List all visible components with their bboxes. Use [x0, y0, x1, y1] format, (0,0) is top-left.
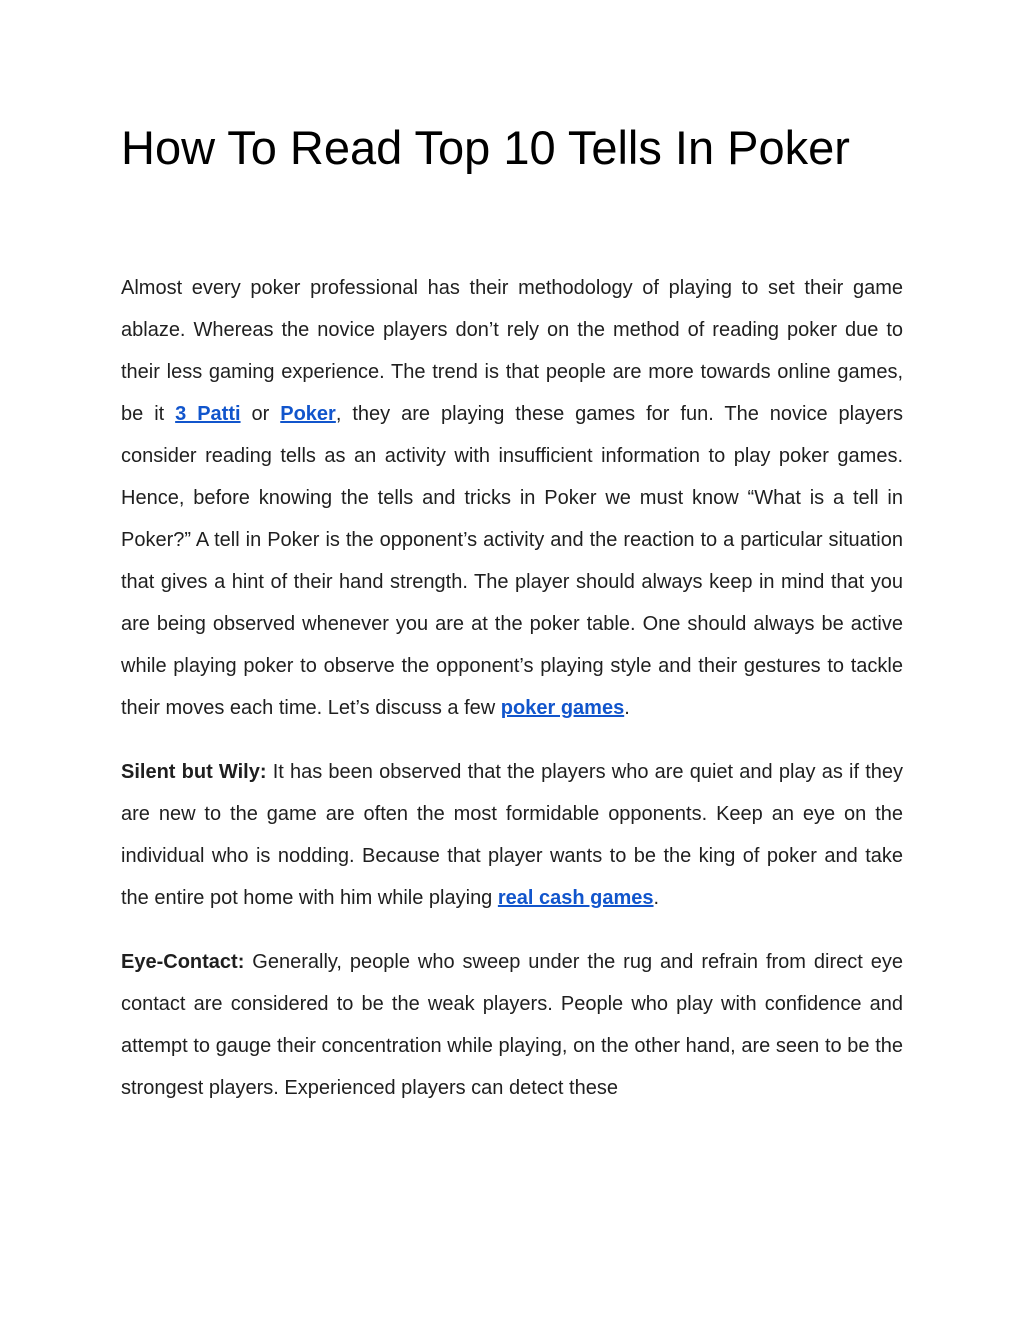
silent-text-1: It has been observed that the players who are quiet and play as if they are new to the game are often the most formidable opponents. Keep an eye on the individual who is nodding. Because that player wants to be the king of poker and take the entire pot home with him while playing [121, 761, 903, 909]
eye-contact-heading: Eye-Contact: [121, 951, 245, 973]
eye-contact-paragraph [121, 941, 903, 1109]
intro-text-3: , they are playing these games for fun. The novice players consider reading tells as an activity with insufficient information to play poker games. Hence, before knowing the tells and tricks in Poker we must know “What is a tell in Poker?” A tell in Poker is the opponent’s activity and the reaction to a particular situation that gives a hint of their hand strength. The player should always keep in mind that you are being observed whenever you are at the poker table. One should always be active while playing poker to observe the opponent’s playing style and their gestures to tackle their moves each time. Let’s discuss a few [121, 403, 903, 719]
silent-text-2: . [653, 887, 660, 909]
silent-but-wily-paragraph [121, 751, 903, 919]
link-real-cash-games[interactable]: real cash games [497, 887, 654, 909]
link-3-patti[interactable]: 3 Patti [175, 403, 241, 425]
intro-text-1: Almost every poker professional has their methodology of playing to set their game ablaze. Whereas the novice players don’t rely on the method of reading poker due to their less gaming experience. The trend is that people are more towards online games, be it [121, 277, 903, 425]
eye-contact-text: Generally, people who sweep under the rug and refrain from direct eye contact are considered to be the weak players. People who play with confidence and attempt to gauge their concentration while playing, on the other hand, are seen to be the strongest players. Experienced players can detect these [121, 951, 903, 1099]
intro-text-4: . [624, 697, 630, 719]
page-title: How To Read Top 10 Tells In Poker [121, 121, 850, 174]
link-poker-games[interactable]: poker games [500, 697, 625, 719]
intro-paragraph [121, 267, 903, 729]
silent-but-wily-heading: Silent but Wily: [121, 761, 267, 783]
document-body [121, 267, 903, 1109]
link-poker[interactable]: Poker [280, 403, 336, 425]
intro-text-2: or [240, 403, 281, 425]
